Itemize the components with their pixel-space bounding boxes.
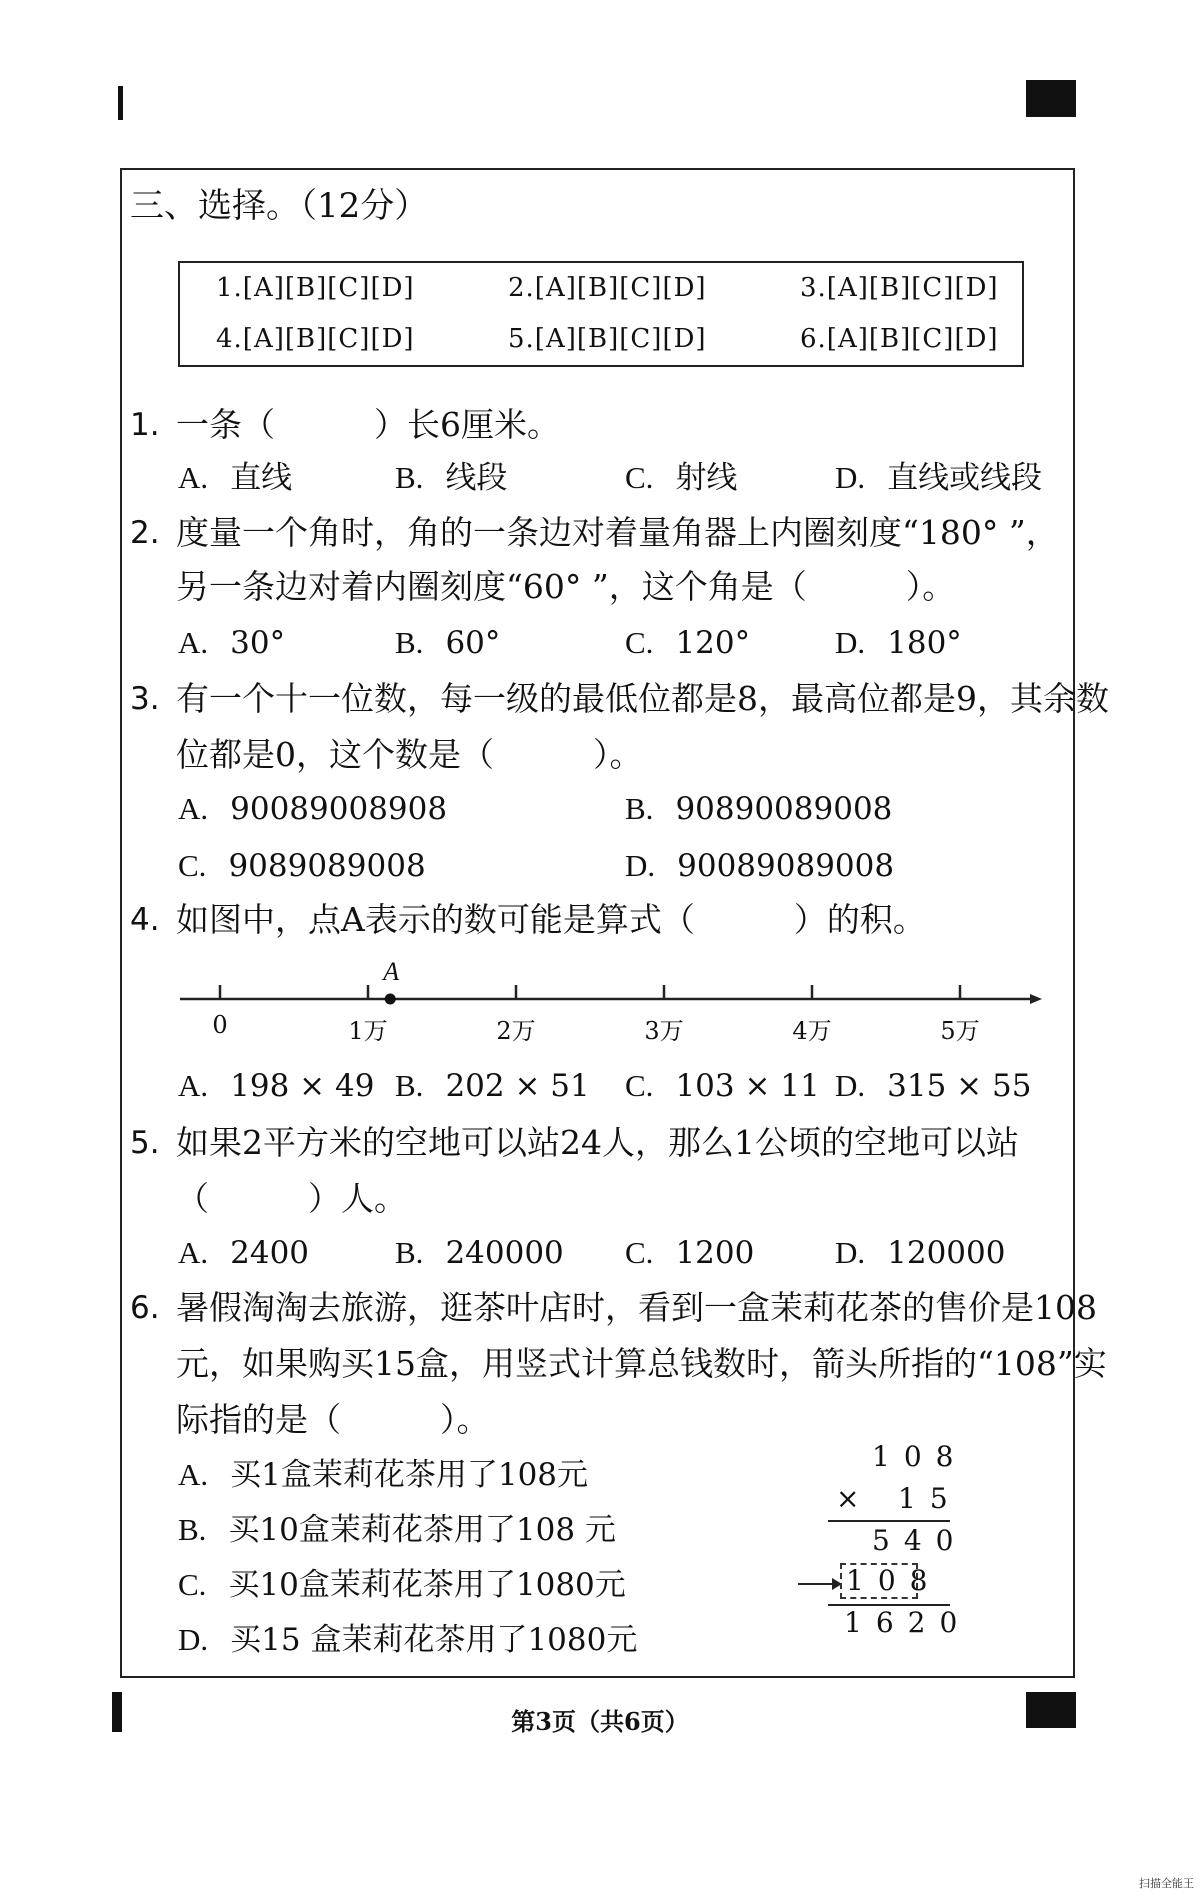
question-number: 1. [130,407,160,443]
option-a[interactable]: A. 90089008908 [178,791,448,827]
question-text: 有一个十一位数，每一级的最低位都是8，最高位都是9，其余数 [176,679,1109,718]
calc-operator: × [836,1482,874,1515]
option-c[interactable]: C. 买10盒茉莉花茶用了1080元 [178,1567,626,1603]
calc-partial-1: 540 [872,1524,968,1557]
number-line-tick-label: 0 [212,1011,228,1039]
option-c[interactable]: C. 103 × 11 [625,1068,820,1104]
number-line-tick-label: 1万 [348,1017,388,1045]
scanner-watermark: 扫描全能王 [1139,1877,1194,1890]
option-b[interactable]: B. 90890089008 [625,791,893,827]
option-a[interactable]: A. 30° [178,625,286,661]
number-line-tick-label: 4万 [792,1017,832,1045]
option-d[interactable]: D. 直线或线段 [835,460,1043,496]
option-b[interactable]: B. 买10盒茉莉花茶用了108 元 [178,1512,616,1548]
question-text: （ ）人。 [176,1179,407,1218]
question-text: 暑假淘淘去旅游，逛茶叶店时，看到一盒茉莉花茶的售价是108 [176,1288,1097,1327]
answer-row-5[interactable]: 5.[A][B][C][D] [508,324,707,354]
calc-result: 1620 [844,1606,972,1639]
option-d[interactable]: D. 180° [835,625,962,661]
answer-row-3[interactable]: 3.[A][B][C][D] [800,273,999,303]
question-text: 元，如果购买15盒，用竖式计算总钱数时，箭头所指的“108”实 [176,1344,1107,1383]
calc-multiplier: 15 [898,1482,962,1515]
option-b[interactable]: B. 线段 [395,460,508,496]
question-number: 5. [130,1125,160,1161]
number-line [0,955,1200,1055]
option-c[interactable]: C. 射线 [625,460,738,496]
point-a-dot [385,994,396,1005]
option-b[interactable]: B. 240000 [395,1235,564,1271]
answer-row-6[interactable]: 6.[A][B][C][D] [800,324,999,354]
option-d[interactable]: D. 315 × 55 [835,1068,1032,1104]
calc-multiplicand: 108 [872,1440,968,1473]
alignment-mark-top-right [1026,80,1076,117]
option-d[interactable]: D. 买15 盒茉莉花茶用了1080元 [178,1622,638,1658]
arrow-icon [798,1583,834,1585]
number-line-tick-label: 3万 [644,1017,684,1045]
option-b[interactable]: B. 60° [395,625,501,661]
question-text: 另一条边对着内圈刻度“60° ”，这个角是（ ）。 [176,567,956,606]
number-line-tick-label: 5万 [940,1017,980,1045]
question-text: 度量一个角时，角的一条边对着量角器上内圈刻度“180° ”， [176,513,1059,552]
question-number: 3. [130,681,160,717]
option-c[interactable]: C. 1200 [625,1235,755,1271]
calc-partial-2: 108 [846,1564,942,1597]
question-number: 6. [130,1290,160,1326]
question-text: 位都是0，这个数是（ ）。 [176,735,643,774]
section-title: 三、选择。（12分） [130,186,429,226]
option-a[interactable]: A. 买1盒茉莉花茶用了108元 [178,1457,589,1493]
option-a[interactable]: A. 198 × 49 [178,1068,375,1104]
question-number: 2. [130,515,160,551]
answer-row-4[interactable]: 4.[A][B][C][D] [216,324,415,354]
question-text: 一条（ ）长6厘米。 [176,405,560,444]
alignment-mark-top-left [118,86,123,120]
question-text: 际指的是（ ）。 [176,1400,490,1439]
option-c[interactable]: C. 120° [625,625,751,661]
answer-row-2[interactable]: 2.[A][B][C][D] [508,273,707,303]
calc-line-1 [828,1520,950,1522]
option-a[interactable]: A. 2400 [178,1235,310,1271]
point-a-label: A [383,957,400,986]
option-d[interactable]: D. 90089089008 [625,848,895,884]
option-d[interactable]: D. 120000 [835,1235,1006,1271]
question-number: 4. [130,902,160,938]
question-text: 如图中，点A表示的数可能是算式（ ）的积。 [176,900,926,939]
page-footer: 第3页（共6页） [511,1707,689,1736]
option-a[interactable]: A. 直线 [178,460,293,496]
number-line-tick-label: 2万 [496,1017,536,1045]
question-text: 如果2平方米的空地可以站24人，那么1公顷的空地可以站 [176,1123,1019,1162]
answer-row-1[interactable]: 1.[A][B][C][D] [216,273,415,303]
option-c[interactable]: C. 9089089008 [178,848,426,884]
option-b[interactable]: B. 202 × 51 [395,1068,590,1104]
